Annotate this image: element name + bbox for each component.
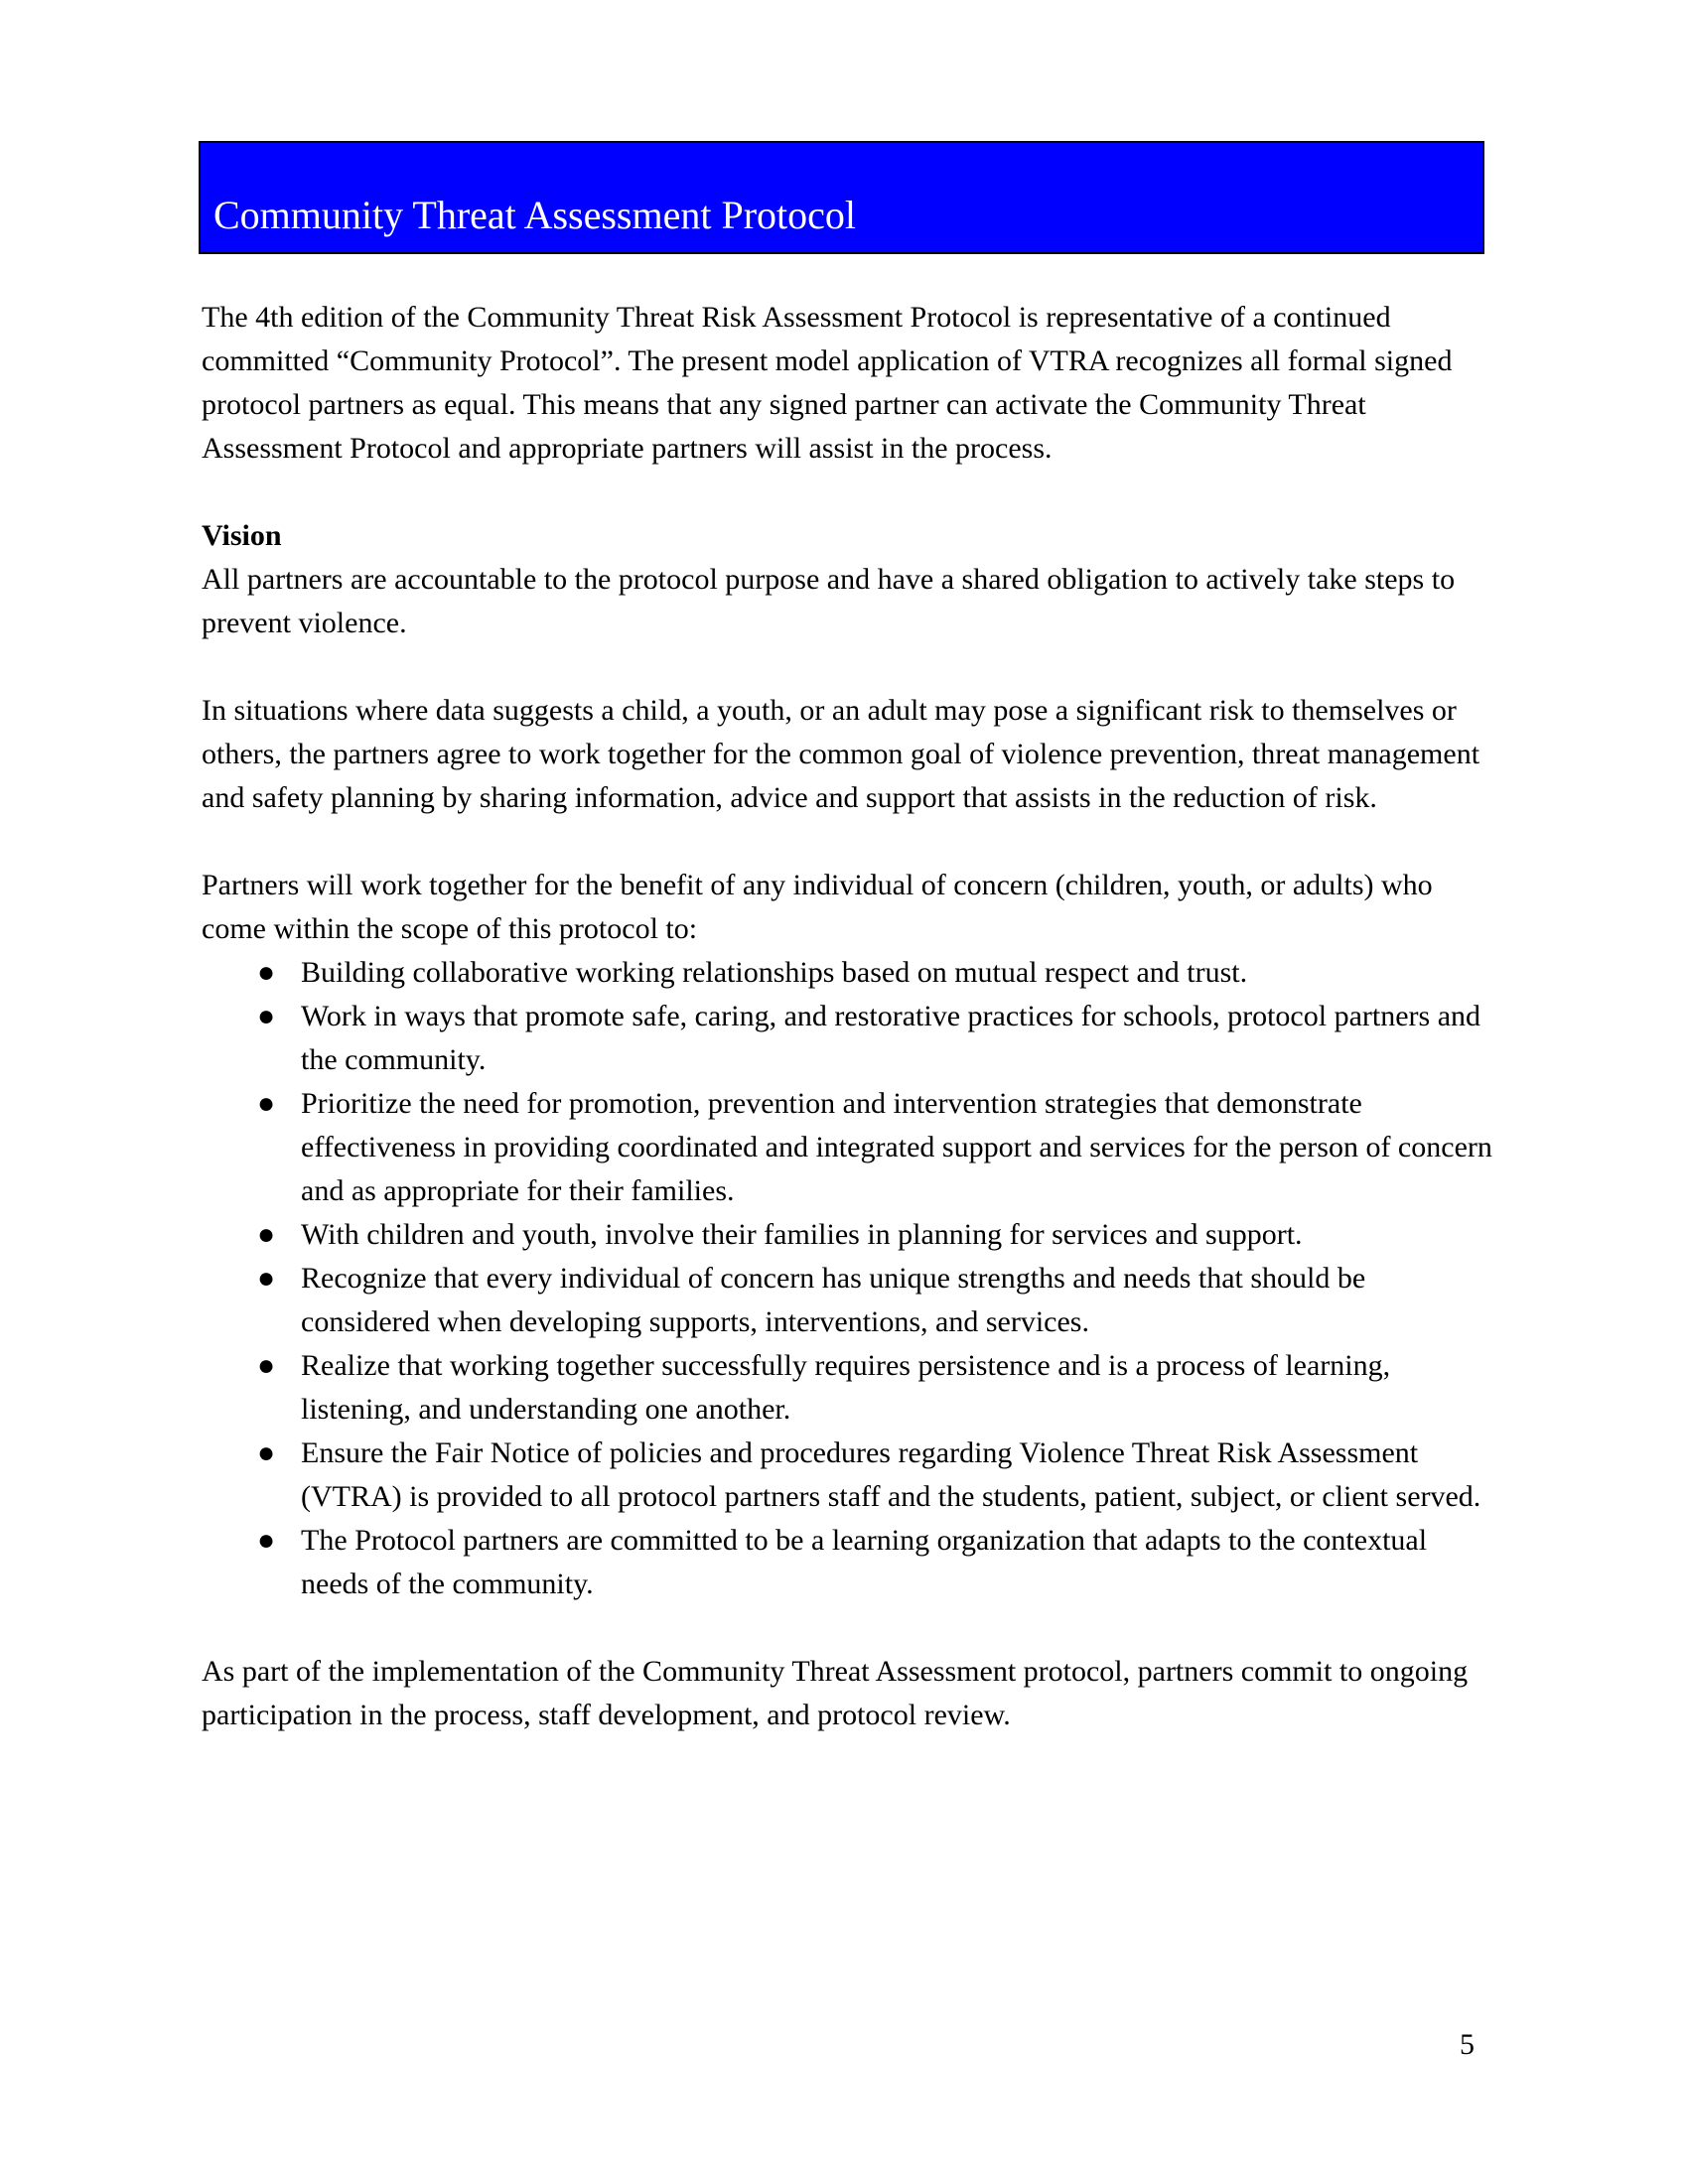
page-number: 5 bbox=[1460, 2028, 1475, 2061]
list-item bbox=[202, 1519, 1492, 1606]
bullet-icon: ● bbox=[256, 1000, 276, 1032]
list-item-text: Work in ways that promote safe, caring, and restorative practices for schools, protocol partners and the community. bbox=[301, 1000, 1481, 1076]
list-item-text: Building collaborative working relationships based on mutual respect and trust. bbox=[301, 956, 1248, 989]
page-title: Community Threat Assessment Protocol bbox=[213, 193, 857, 237]
list-item bbox=[202, 1082, 1492, 1213]
bullet-icon: ● bbox=[256, 1087, 276, 1120]
list-item-text: Ensure the Fair Notice of policies and procedures regarding Violence Threat Risk Assessment (VTRA) is provided to all protocol partners staff and the students, patient, subject, or client served. bbox=[301, 1436, 1481, 1513]
title-banner bbox=[199, 141, 1484, 254]
partners-intro-paragraph: Partners will work together for the benefit of any individual of concern (children, youth, or adults) who come within the scope of this protocol to: bbox=[202, 869, 1433, 945]
list-item-text: Recognize that every individual of concern has unique strengths and needs that should be considered when developing supports, interventions, and services. bbox=[301, 1262, 1366, 1338]
intro-paragraph: The 4th edition of the Community Threat Risk Assessment Protocol is representative of a continued committed “Community Protocol”. The present model application of VTRA recognizes all formal signed protocol partners as equal. This means that any signed partner can activate the Community Threat Assessment Protocol and appropriate partners will assist in the process. bbox=[202, 301, 1453, 465]
list-item bbox=[202, 995, 1492, 1082]
situations-paragraph: In situations where data suggests a child, a youth, or an adult may pose a significant risk to themselves or others, the partners agree to work together for the common goal of violence prevention, threat management and safety planning by sharing information, advice and support that assists in the reduction of risk. bbox=[202, 694, 1480, 814]
list-item-text: Realize that working together successfully requires persistence and is a process of learning, listening, and understanding one another. bbox=[301, 1349, 1391, 1426]
vision-heading: Vision bbox=[202, 519, 282, 552]
list-item-text: With children and youth, involve their families in planning for services and support. bbox=[301, 1218, 1303, 1251]
bullet-icon: ● bbox=[256, 1524, 276, 1557]
document-body bbox=[202, 296, 1492, 1737]
list-item bbox=[202, 951, 1492, 995]
list-item bbox=[202, 1257, 1492, 1344]
list-item bbox=[202, 1432, 1492, 1519]
bullet-icon: ● bbox=[256, 1262, 276, 1295]
commitments-list bbox=[202, 951, 1492, 1606]
bullet-icon: ● bbox=[256, 1349, 276, 1382]
bullet-icon: ● bbox=[256, 1218, 276, 1251]
bullet-icon: ● bbox=[256, 1436, 276, 1469]
list-item-text: Prioritize the need for promotion, prevention and intervention strategies that demonstrate effectiveness in providing coordinated and integrated support and services for the person of concern and as appropriate for their families. bbox=[301, 1087, 1492, 1207]
bullet-icon: ● bbox=[256, 956, 276, 989]
closing-paragraph: As part of the implementation of the Community Threat Assessment protocol, partners commit to ongoing participation in the process, staff development, and protocol review. bbox=[202, 1655, 1469, 1731]
vision-paragraph: All partners are accountable to the protocol purpose and have a shared obligation to actively take steps to prevent violence. bbox=[202, 563, 1456, 639]
list-item-text: The Protocol partners are committed to be a learning organization that adapts to the contextual needs of the community. bbox=[301, 1524, 1428, 1600]
list-item bbox=[202, 1344, 1492, 1432]
list-item bbox=[202, 1213, 1492, 1257]
